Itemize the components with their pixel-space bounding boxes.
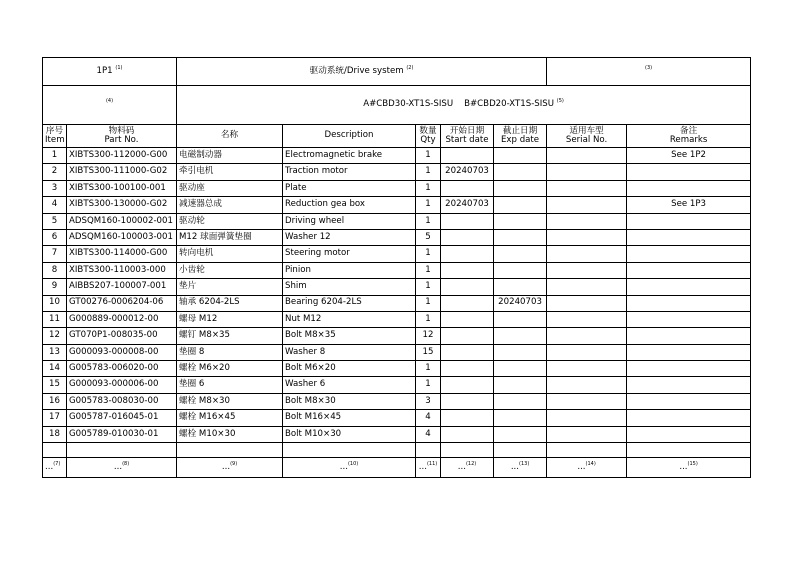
footer-row [43, 458, 751, 478]
exp-date-cell [494, 393, 547, 409]
page-code: 1P1 [96, 65, 113, 76]
serial-no-cell [547, 311, 627, 327]
remarks-cell: See 1P3 [627, 197, 751, 213]
footer-ellipsis: ... [45, 461, 54, 472]
description-cell: Bolt M8×35 [283, 328, 416, 344]
qty-cell: 1 [416, 246, 441, 262]
serial-no-cell [547, 213, 627, 229]
description-cell: Plate [283, 180, 416, 196]
part-no-cell: ADSQM160-100002-001 [67, 213, 177, 229]
table-row [43, 197, 751, 213]
col-name-header: 名称 [177, 125, 283, 148]
table-row [43, 344, 751, 360]
footer-ellipsis: ... [679, 461, 688, 472]
description-cell: Shim [283, 279, 416, 295]
col-exp-header: 截止日期 Exp date [494, 125, 547, 148]
part-no-cell: G005787-016045-01 [67, 410, 177, 426]
serial-no-cell [547, 148, 627, 164]
col-serial-header: 适用车型 Serial No. [547, 125, 627, 148]
item-cell: 3 [43, 180, 67, 196]
item-cell: 18 [43, 426, 67, 442]
exp-date-cell [494, 180, 547, 196]
serial-no-cell [547, 344, 627, 360]
serial-no-cell [547, 410, 627, 426]
footer-ellipsis: ... [221, 461, 231, 472]
remarks-cell [627, 229, 751, 245]
item-cell: 9 [43, 279, 67, 295]
blank-cell [416, 443, 441, 458]
serial-no-cell [547, 164, 627, 180]
exp-date-cell [494, 197, 547, 213]
remarks-cell [627, 180, 751, 196]
part-no-cell: XIBTS300-130000-G02 [67, 197, 177, 213]
qty-cell: 3 [416, 393, 441, 409]
start-date-cell [441, 213, 494, 229]
table-row [43, 213, 751, 229]
name-cell: 螺栓 M6×20 [177, 361, 283, 377]
exp-date-cell [494, 361, 547, 377]
footer-ellipsis: ... [339, 461, 348, 472]
qty-cell: 1 [416, 361, 441, 377]
description-cell: Electromagnetic brake [283, 148, 416, 164]
table-row [43, 279, 751, 295]
part-no-cell: GT00276-0006204-06 [67, 295, 177, 311]
name-cell: 螺栓 M10×30 [177, 426, 283, 442]
name-cell: 螺栓 M8×30 [177, 393, 283, 409]
start-date-cell [441, 229, 494, 245]
remarks-cell [627, 295, 751, 311]
name-cell: 减速器总成 [177, 197, 283, 213]
exp-date-cell [494, 262, 547, 278]
col-start-header: 开始日期 Start date [441, 125, 494, 148]
part-no-cell: G005789-010030-01 [67, 426, 177, 442]
name-cell: M12 球面弹簧垫圈 [177, 229, 283, 245]
field3-cell [547, 58, 751, 86]
item-cell: 12 [43, 328, 67, 344]
item-cell: 2 [43, 164, 67, 180]
qty-cell: 12 [416, 328, 441, 344]
blank-cell [547, 443, 627, 458]
start-date-cell [441, 279, 494, 295]
col-qty-header: 数量 Qty [416, 125, 441, 148]
table-row [43, 426, 751, 442]
qty-cell: 1 [416, 279, 441, 295]
description-cell: Washer 12 [283, 229, 416, 245]
exp-date-cell [494, 279, 547, 295]
description-cell: Driving wheel [283, 213, 416, 229]
item-cell: 13 [43, 344, 67, 360]
description-cell: Pinion [283, 262, 416, 278]
exp-date-cell [494, 328, 547, 344]
name-cell: 电磁制动器 [177, 148, 283, 164]
start-date-cell [441, 180, 494, 196]
start-date-cell [441, 426, 494, 442]
footer-cell [441, 458, 494, 478]
part-no-cell: XIBTS300-100100-001 [67, 180, 177, 196]
table-row [43, 148, 751, 164]
name-cell: 垫片 [177, 279, 283, 295]
remarks-cell [627, 279, 751, 295]
description-cell: Washer 6 [283, 377, 416, 393]
table-row [43, 180, 751, 196]
start-date-cell [441, 361, 494, 377]
exp-date-cell [494, 229, 547, 245]
remarks-cell [627, 410, 751, 426]
header-row [43, 58, 751, 86]
remarks-cell [627, 311, 751, 327]
part-no-cell: G000093-000006-00 [67, 377, 177, 393]
field4-mark: (4) [105, 98, 114, 105]
qty-cell: 4 [416, 410, 441, 426]
qty-cell: 1 [416, 180, 441, 196]
part-no-cell: ADSQM160-100003-001 [67, 229, 177, 245]
serial-no-cell [547, 229, 627, 245]
footer-cell [283, 458, 416, 478]
footer-ellipsis: ... [510, 461, 520, 472]
part-no-cell: G000093-000008-00 [67, 344, 177, 360]
remarks-cell [627, 344, 751, 360]
table-row [43, 393, 751, 409]
item-cell: 1 [43, 148, 67, 164]
footer-mark: (11) [426, 460, 438, 467]
col-remarks-header: 备注 Remarks [627, 125, 751, 148]
footer-ellipsis: ... [457, 461, 466, 472]
serial-no-cell [547, 393, 627, 409]
exp-date-cell [494, 377, 547, 393]
footer-ellipsis: ... [113, 461, 123, 472]
remarks-cell [627, 361, 751, 377]
exp-date-cell [494, 164, 547, 180]
footer-cell [416, 458, 441, 478]
part-no-cell: XIBTS300-114000-G00 [67, 246, 177, 262]
blank-cell [177, 443, 283, 458]
qty-cell: 1 [416, 164, 441, 180]
blank-cell [441, 443, 494, 458]
part-no-cell: XIBTS300-112000-G00 [67, 148, 177, 164]
table-row [43, 262, 751, 278]
model-row [43, 86, 751, 125]
serial-no-cell [547, 246, 627, 262]
footer-mark: (12) [465, 460, 477, 467]
part-no-cell: GT070P1-008035-00 [67, 328, 177, 344]
footer-mark: (7) [53, 460, 61, 467]
item-cell: 17 [43, 410, 67, 426]
qty-cell: 1 [416, 377, 441, 393]
description-cell: Bolt M16×45 [283, 410, 416, 426]
field4-cell [43, 86, 177, 125]
blank-cell [627, 443, 751, 458]
table-row [43, 361, 751, 377]
footer-cell [177, 458, 283, 478]
field3-mark: (3) [645, 64, 653, 71]
start-date-cell [441, 393, 494, 409]
exp-date-cell [494, 410, 547, 426]
remarks-cell [627, 164, 751, 180]
serial-no-cell [547, 361, 627, 377]
footer-cell [43, 458, 67, 478]
table-row [43, 246, 751, 262]
serial-no-cell [547, 262, 627, 278]
table-row [43, 410, 751, 426]
serial-no-cell [547, 295, 627, 311]
exp-date-cell [494, 246, 547, 262]
remarks-cell [627, 328, 751, 344]
blank-cell [43, 443, 67, 458]
page-code-cell [43, 58, 177, 86]
name-cell: 螺母 M12 [177, 311, 283, 327]
start-date-cell [441, 246, 494, 262]
footer-mark: (10) [347, 460, 359, 467]
serial-no-cell [547, 279, 627, 295]
item-cell: 10 [43, 295, 67, 311]
footer-ellipsis: ... [418, 461, 427, 472]
item-cell: 15 [43, 377, 67, 393]
name-cell: 转向电机 [177, 246, 283, 262]
exp-date-cell [494, 213, 547, 229]
item-cell: 7 [43, 246, 67, 262]
start-date-cell [441, 344, 494, 360]
serial-no-cell [547, 328, 627, 344]
exp-date-cell [494, 344, 547, 360]
footer-mark: (8) [122, 460, 130, 467]
start-date-cell [441, 311, 494, 327]
start-date-cell: 20240703 [441, 197, 494, 213]
description-cell: Washer 8 [283, 344, 416, 360]
name-cell: 螺栓 M16×45 [177, 410, 283, 426]
name-cell: 驱动座 [177, 180, 283, 196]
qty-cell: 1 [416, 311, 441, 327]
name-cell: 垫圈 6 [177, 377, 283, 393]
part-no-cell: G000889-000012-00 [67, 311, 177, 327]
name-cell: 小齿轮 [177, 262, 283, 278]
description-cell: Steering motor [283, 246, 416, 262]
column-header-row [43, 125, 751, 148]
description-cell: Nut M12 [283, 311, 416, 327]
serial-no-cell [547, 426, 627, 442]
description-cell: Bolt M6×20 [283, 361, 416, 377]
qty-cell: 15 [416, 344, 441, 360]
name-cell: 垫圈 8 [177, 344, 283, 360]
footer-cell [494, 458, 547, 478]
item-cell: 14 [43, 361, 67, 377]
exp-date-cell [494, 426, 547, 442]
table-row [43, 229, 751, 245]
qty-cell: 1 [416, 197, 441, 213]
description-cell: Bearing 6204-2LS [283, 295, 416, 311]
footer-cell [627, 458, 751, 478]
page-code-mark: (1) [115, 64, 123, 71]
footer-mark: (13) [519, 460, 530, 467]
part-no-cell: G005783-006020-00 [67, 361, 177, 377]
name-cell: 轴承 6204-2LS [177, 295, 283, 311]
col-item-header: 序号 Item [43, 125, 67, 148]
table-row [43, 377, 751, 393]
exp-date-cell: 20240703 [494, 295, 547, 311]
col-desc-header: Description [283, 125, 416, 148]
name-cell: 驱动轮 [177, 213, 283, 229]
table-row [43, 164, 751, 180]
serial-no-cell [547, 180, 627, 196]
qty-cell: 1 [416, 262, 441, 278]
model-line: A#CBD30-XT1S-SISU B#CBD20-XT1S-SISU [363, 99, 555, 110]
footer-ellipsis: ... [577, 461, 586, 472]
item-cell: 11 [43, 311, 67, 327]
start-date-cell [441, 262, 494, 278]
remarks-cell [627, 426, 751, 442]
footer-cell [547, 458, 627, 478]
col-part-header: 物料码 Part No. [67, 125, 177, 148]
part-no-cell: G005783-008030-00 [67, 393, 177, 409]
start-date-cell: 20240703 [441, 164, 494, 180]
start-date-cell [441, 410, 494, 426]
footer-mark: (9) [230, 460, 238, 467]
remarks-cell [627, 377, 751, 393]
start-date-cell [441, 295, 494, 311]
qty-cell: 1 [416, 295, 441, 311]
table-row [43, 311, 751, 327]
footer-mark: (14) [585, 460, 596, 467]
exp-date-cell [494, 311, 547, 327]
model-mark: (5) [556, 98, 564, 105]
item-cell: 4 [43, 197, 67, 213]
description-cell: Bolt M10×30 [283, 426, 416, 442]
description-cell: Traction motor [283, 164, 416, 180]
blank-cell [494, 443, 547, 458]
remarks-cell [627, 393, 751, 409]
remarks-cell [627, 262, 751, 278]
start-date-cell [441, 148, 494, 164]
item-cell: 5 [43, 213, 67, 229]
title-mark: (2) [406, 64, 414, 71]
qty-cell: 1 [416, 213, 441, 229]
remarks-cell [627, 213, 751, 229]
serial-no-cell [547, 197, 627, 213]
table-row [43, 295, 751, 311]
remarks-cell [627, 246, 751, 262]
qty-cell: 1 [416, 148, 441, 164]
name-cell: 螺钉 M8×35 [177, 328, 283, 344]
description-cell: Reduction gea box [283, 197, 416, 213]
description-cell: Bolt M8×30 [283, 393, 416, 409]
footer-cell [67, 458, 177, 478]
page-title: 驱动系统/Drive system [309, 65, 404, 76]
remarks-cell: See 1P2 [627, 148, 751, 164]
start-date-cell [441, 377, 494, 393]
qty-cell: 4 [416, 426, 441, 442]
start-date-cell [441, 328, 494, 344]
part-no-cell: XIBTS300-110003-000 [67, 262, 177, 278]
blank-cell [283, 443, 416, 458]
title-cell [177, 58, 547, 86]
part-no-cell: AIBBS207-100007-001 [67, 279, 177, 295]
blank-row [43, 443, 751, 458]
model-cell [177, 86, 751, 125]
serial-no-cell [547, 377, 627, 393]
footer-mark: (15) [687, 460, 698, 467]
exp-date-cell [494, 148, 547, 164]
bom-table [42, 57, 751, 478]
blank-cell [67, 443, 177, 458]
name-cell: 牵引电机 [177, 164, 283, 180]
item-cell: 16 [43, 393, 67, 409]
part-no-cell: XIBTS300-111000-G02 [67, 164, 177, 180]
table-row [43, 328, 751, 344]
item-cell: 8 [43, 262, 67, 278]
qty-cell: 5 [416, 229, 441, 245]
item-cell: 6 [43, 229, 67, 245]
